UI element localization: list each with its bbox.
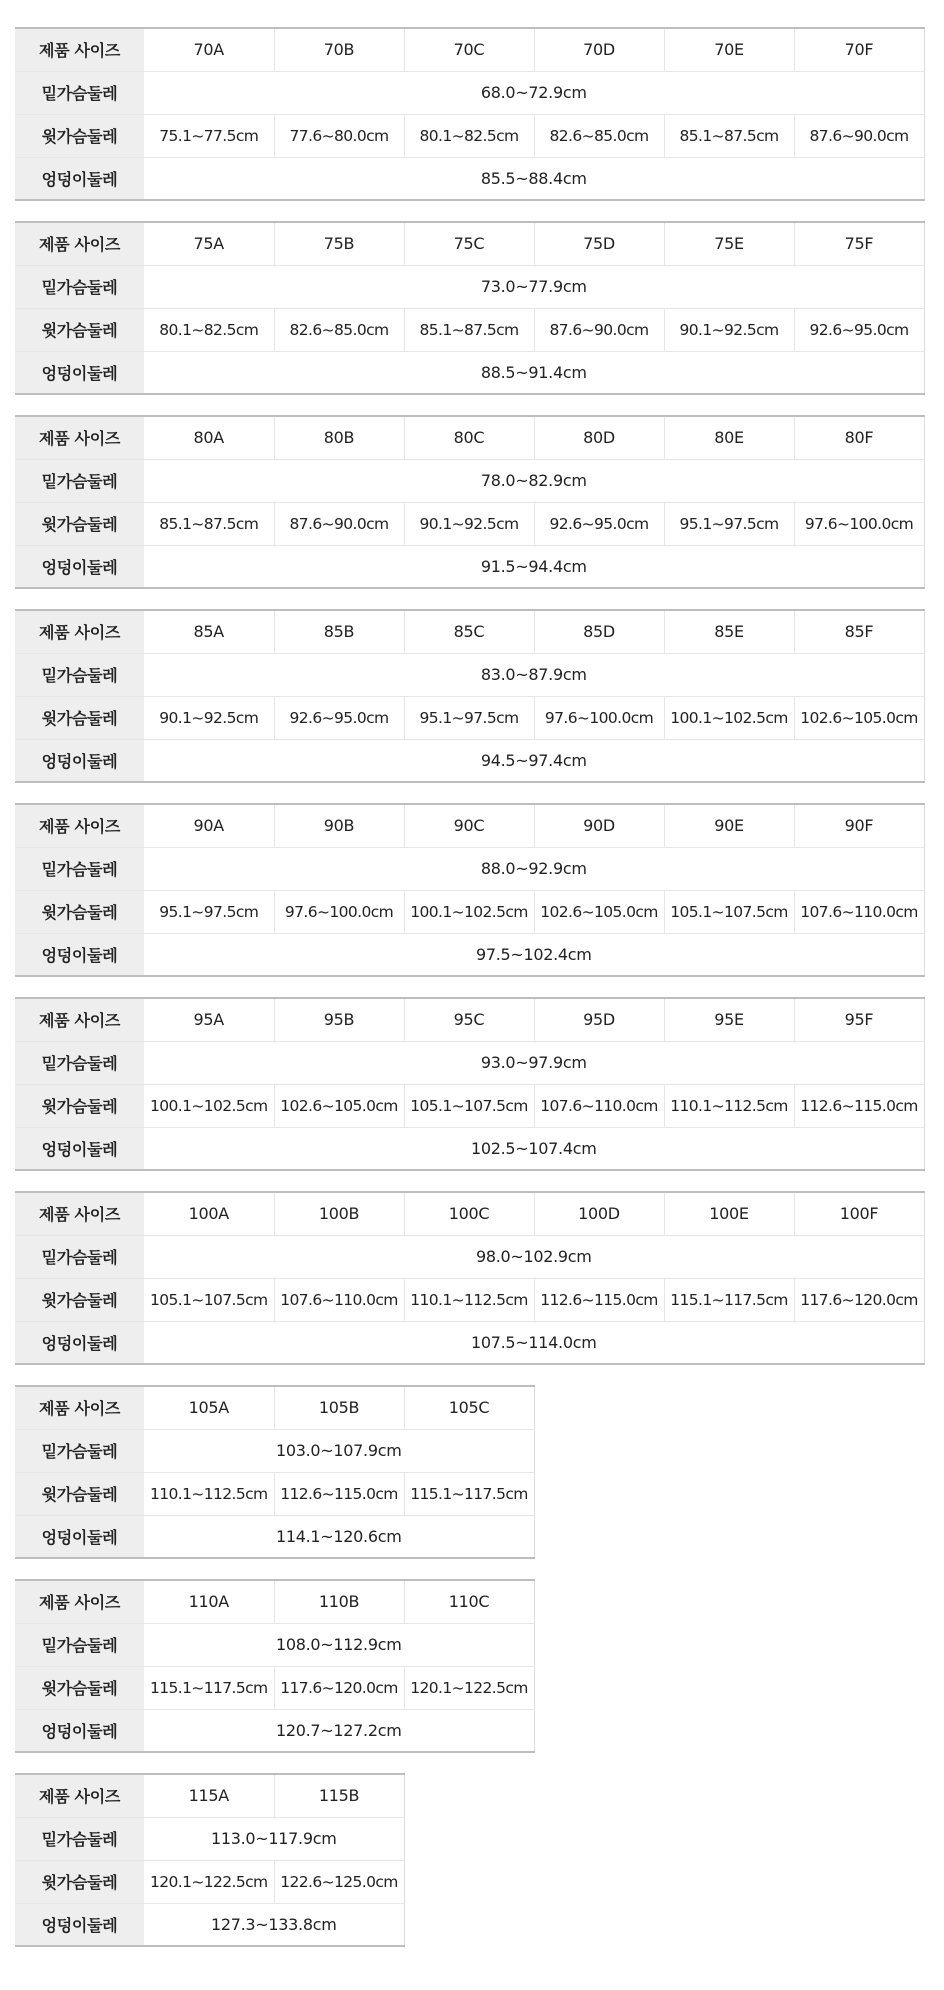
bust-cell: 105.1~107.5cm (404, 1084, 534, 1127)
table-row-bust (15, 1860, 404, 1903)
row-label-size: 제품 사이즈 (15, 998, 144, 1041)
row-label-hip: 엉덩이둘레 (15, 545, 144, 588)
bust-cell: 92.6~95.0cm (794, 308, 924, 351)
size-table (15, 27, 925, 201)
table-row-underbust (15, 653, 924, 696)
size-cell: 70C (404, 28, 534, 71)
row-label-size: 제품 사이즈 (15, 1192, 144, 1235)
size-cell: 95B (274, 998, 404, 1041)
size-cell: 80C (404, 416, 534, 459)
bust-cell: 120.1~122.5cm (144, 1860, 274, 1903)
bust-cell: 95.1~97.5cm (144, 890, 274, 933)
table-row-underbust (15, 459, 924, 502)
row-label-hip: 엉덩이둘레 (15, 157, 144, 200)
bust-cell: 80.1~82.5cm (144, 308, 274, 351)
row-label-hip: 엉덩이둘레 (15, 739, 144, 782)
bust-cell: 107.6~110.0cm (274, 1278, 404, 1321)
bust-cell: 122.6~125.0cm (274, 1860, 404, 1903)
size-cell: 80E (664, 416, 794, 459)
row-label-hip: 엉덩이둘레 (15, 1709, 144, 1752)
bust-cell: 80.1~82.5cm (404, 114, 534, 157)
size-cell: 100C (404, 1192, 534, 1235)
table-row-hip (15, 1321, 924, 1364)
size-cell: 100F (794, 1192, 924, 1235)
size-cell: 85A (144, 610, 274, 653)
size-cell: 75D (534, 222, 664, 265)
size-table (15, 1385, 535, 1559)
hip-cell: 94.5~97.4cm (144, 739, 924, 782)
row-label-underbust: 밑가슴둘레 (15, 1235, 144, 1278)
table-row-bust (15, 308, 924, 351)
row-label-size: 제품 사이즈 (15, 222, 144, 265)
table-row-hip (15, 1515, 534, 1558)
underbust-cell: 103.0~107.9cm (144, 1429, 534, 1472)
row-label-size: 제품 사이즈 (15, 1386, 144, 1429)
table-row-hip (15, 1709, 534, 1752)
row-label-hip: 엉덩이둘레 (15, 1321, 144, 1364)
row-label-bust: 윗가슴둘레 (15, 1278, 144, 1321)
bust-cell: 85.1~87.5cm (664, 114, 794, 157)
bust-cell: 92.6~95.0cm (534, 502, 664, 545)
row-label-underbust: 밑가슴둘레 (15, 1817, 144, 1860)
size-chart (15, 27, 929, 1967)
underbust-cell: 68.0~72.9cm (144, 71, 924, 114)
size-table (15, 1579, 535, 1753)
size-cell: 90A (144, 804, 274, 847)
row-label-size: 제품 사이즈 (15, 804, 144, 847)
table-row-hip (15, 157, 924, 200)
hip-cell: 114.1~120.6cm (144, 1515, 534, 1558)
size-cell: 85D (534, 610, 664, 653)
row-label-hip: 엉덩이둘레 (15, 933, 144, 976)
table-row-bust (15, 1278, 924, 1321)
row-label-bust: 윗가슴둘레 (15, 1666, 144, 1709)
row-label-underbust: 밑가슴둘레 (15, 71, 144, 114)
bust-cell: 97.6~100.0cm (274, 890, 404, 933)
size-cell: 100E (664, 1192, 794, 1235)
row-label-hip: 엉덩이둘레 (15, 1903, 144, 1946)
bust-cell: 97.6~100.0cm (534, 696, 664, 739)
bust-cell: 102.6~105.0cm (794, 696, 924, 739)
bust-cell: 90.1~92.5cm (664, 308, 794, 351)
size-cell: 75C (404, 222, 534, 265)
table-row-size (15, 1580, 534, 1623)
table-row-underbust (15, 1041, 924, 1084)
size-cell: 85E (664, 610, 794, 653)
size-cell: 90D (534, 804, 664, 847)
bust-cell: 87.6~90.0cm (794, 114, 924, 157)
row-label-bust: 윗가슴둘레 (15, 114, 144, 157)
table-row-bust (15, 1472, 534, 1515)
table-row-hip (15, 1903, 404, 1946)
size-cell: 100D (534, 1192, 664, 1235)
bust-cell: 100.1~102.5cm (664, 696, 794, 739)
table-row-bust (15, 1084, 924, 1127)
bust-cell: 75.1~77.5cm (144, 114, 274, 157)
table-row-size (15, 610, 924, 653)
table-row-size (15, 1386, 534, 1429)
table-row-bust (15, 1666, 534, 1709)
size-cell: 80D (534, 416, 664, 459)
table-row-size (15, 416, 924, 459)
hip-cell: 91.5~94.4cm (144, 545, 924, 588)
row-label-size: 제품 사이즈 (15, 28, 144, 71)
row-label-bust: 윗가슴둘레 (15, 308, 144, 351)
size-table (15, 415, 925, 589)
underbust-cell: 98.0~102.9cm (144, 1235, 924, 1278)
table-row-hip (15, 351, 924, 394)
size-cell: 110B (274, 1580, 404, 1623)
bust-cell: 90.1~92.5cm (144, 696, 274, 739)
bust-cell: 82.6~85.0cm (274, 308, 404, 351)
row-label-bust: 윗가슴둘레 (15, 1084, 144, 1127)
bust-cell: 105.1~107.5cm (144, 1278, 274, 1321)
size-cell: 100A (144, 1192, 274, 1235)
size-cell: 70D (534, 28, 664, 71)
size-cell: 95E (664, 998, 794, 1041)
bust-cell: 100.1~102.5cm (144, 1084, 274, 1127)
row-label-underbust: 밑가슴둘레 (15, 653, 144, 696)
bust-cell: 107.6~110.0cm (534, 1084, 664, 1127)
size-cell: 90C (404, 804, 534, 847)
size-table (15, 1773, 405, 1947)
size-cell: 95C (404, 998, 534, 1041)
table-row-hip (15, 739, 924, 782)
size-cell: 75A (144, 222, 274, 265)
bust-cell: 85.1~87.5cm (404, 308, 534, 351)
bust-cell: 100.1~102.5cm (404, 890, 534, 933)
size-cell: 70A (144, 28, 274, 71)
bust-cell: 112.6~115.0cm (794, 1084, 924, 1127)
table-row-underbust (15, 71, 924, 114)
table-row-hip (15, 1127, 924, 1170)
hip-cell: 85.5~88.4cm (144, 157, 924, 200)
bust-cell: 110.1~112.5cm (404, 1278, 534, 1321)
size-cell: 95F (794, 998, 924, 1041)
bust-cell: 92.6~95.0cm (274, 696, 404, 739)
table-row-size (15, 998, 924, 1041)
row-label-underbust: 밑가슴둘레 (15, 1623, 144, 1666)
size-table (15, 1191, 925, 1365)
bust-cell: 117.6~120.0cm (794, 1278, 924, 1321)
hip-cell: 127.3~133.8cm (144, 1903, 404, 1946)
size-cell: 80A (144, 416, 274, 459)
table-row-underbust (15, 1623, 534, 1666)
table-row-underbust (15, 1817, 404, 1860)
bust-cell: 95.1~97.5cm (664, 502, 794, 545)
table-row-underbust (15, 1235, 924, 1278)
bust-cell: 105.1~107.5cm (664, 890, 794, 933)
table-row-size (15, 28, 924, 71)
row-label-underbust: 밑가슴둘레 (15, 1429, 144, 1472)
size-table (15, 609, 925, 783)
size-cell: 105B (274, 1386, 404, 1429)
underbust-cell: 83.0~87.9cm (144, 653, 924, 696)
size-cell: 115B (274, 1774, 404, 1817)
underbust-cell: 73.0~77.9cm (144, 265, 924, 308)
underbust-cell: 108.0~112.9cm (144, 1623, 534, 1666)
underbust-cell: 113.0~117.9cm (144, 1817, 404, 1860)
row-label-hip: 엉덩이둘레 (15, 351, 144, 394)
bust-cell: 115.1~117.5cm (144, 1666, 274, 1709)
hip-cell: 107.5~114.0cm (144, 1321, 924, 1364)
size-cell: 85B (274, 610, 404, 653)
size-table (15, 997, 925, 1171)
bust-cell: 77.6~80.0cm (274, 114, 404, 157)
underbust-cell: 93.0~97.9cm (144, 1041, 924, 1084)
bust-cell: 102.6~105.0cm (274, 1084, 404, 1127)
size-cell: 105C (404, 1386, 534, 1429)
size-cell: 80F (794, 416, 924, 459)
hip-cell: 120.7~127.2cm (144, 1709, 534, 1752)
table-row-bust (15, 114, 924, 157)
row-label-underbust: 밑가슴둘레 (15, 1041, 144, 1084)
bust-cell: 87.6~90.0cm (534, 308, 664, 351)
row-label-size: 제품 사이즈 (15, 1580, 144, 1623)
bust-cell: 82.6~85.0cm (534, 114, 664, 157)
row-label-bust: 윗가슴둘레 (15, 502, 144, 545)
size-cell: 70F (794, 28, 924, 71)
underbust-cell: 78.0~82.9cm (144, 459, 924, 502)
bust-cell: 110.1~112.5cm (664, 1084, 794, 1127)
row-label-underbust: 밑가슴둘레 (15, 459, 144, 502)
bust-cell: 102.6~105.0cm (534, 890, 664, 933)
row-label-size: 제품 사이즈 (15, 1774, 144, 1817)
row-label-bust: 윗가슴둘레 (15, 1860, 144, 1903)
underbust-cell: 88.0~92.9cm (144, 847, 924, 890)
hip-cell: 97.5~102.4cm (144, 933, 924, 976)
row-label-bust: 윗가슴둘레 (15, 696, 144, 739)
table-row-bust (15, 502, 924, 545)
hip-cell: 88.5~91.4cm (144, 351, 924, 394)
size-table (15, 803, 925, 977)
bust-cell: 117.6~120.0cm (274, 1666, 404, 1709)
size-cell: 110C (404, 1580, 534, 1623)
bust-cell: 120.1~122.5cm (404, 1666, 534, 1709)
table-row-size (15, 1192, 924, 1235)
row-label-size: 제품 사이즈 (15, 416, 144, 459)
size-cell: 75E (664, 222, 794, 265)
hip-cell: 102.5~107.4cm (144, 1127, 924, 1170)
size-table (15, 221, 925, 395)
table-row-bust (15, 696, 924, 739)
table-row-underbust (15, 1429, 534, 1472)
row-label-size: 제품 사이즈 (15, 610, 144, 653)
size-cell: 95D (534, 998, 664, 1041)
size-cell: 110A (144, 1580, 274, 1623)
row-label-underbust: 밑가슴둘레 (15, 847, 144, 890)
bust-cell: 97.6~100.0cm (794, 502, 924, 545)
row-label-bust: 윗가슴둘레 (15, 890, 144, 933)
size-cell: 75B (274, 222, 404, 265)
size-cell: 85F (794, 610, 924, 653)
size-cell: 75F (794, 222, 924, 265)
size-cell: 85C (404, 610, 534, 653)
size-cell: 80B (274, 416, 404, 459)
table-row-bust (15, 890, 924, 933)
table-row-size (15, 1774, 404, 1817)
table-row-underbust (15, 847, 924, 890)
bust-cell: 112.6~115.0cm (534, 1278, 664, 1321)
bust-cell: 85.1~87.5cm (144, 502, 274, 545)
table-row-hip (15, 933, 924, 976)
size-cell: 105A (144, 1386, 274, 1429)
table-row-hip (15, 545, 924, 588)
size-cell: 100B (274, 1192, 404, 1235)
bust-cell: 115.1~117.5cm (404, 1472, 534, 1515)
row-label-underbust: 밑가슴둘레 (15, 265, 144, 308)
table-row-size (15, 804, 924, 847)
table-row-size (15, 222, 924, 265)
row-label-hip: 엉덩이둘레 (15, 1515, 144, 1558)
bust-cell: 115.1~117.5cm (664, 1278, 794, 1321)
size-cell: 70B (274, 28, 404, 71)
size-cell: 90B (274, 804, 404, 847)
size-cell: 90F (794, 804, 924, 847)
bust-cell: 107.6~110.0cm (794, 890, 924, 933)
bust-cell: 95.1~97.5cm (404, 696, 534, 739)
bust-cell: 90.1~92.5cm (404, 502, 534, 545)
row-label-bust: 윗가슴둘레 (15, 1472, 144, 1515)
bust-cell: 110.1~112.5cm (144, 1472, 274, 1515)
size-cell: 95A (144, 998, 274, 1041)
size-cell: 90E (664, 804, 794, 847)
table-row-underbust (15, 265, 924, 308)
bust-cell: 112.6~115.0cm (274, 1472, 404, 1515)
size-cell: 115A (144, 1774, 274, 1817)
row-label-hip: 엉덩이둘레 (15, 1127, 144, 1170)
size-cell: 70E (664, 28, 794, 71)
bust-cell: 87.6~90.0cm (274, 502, 404, 545)
